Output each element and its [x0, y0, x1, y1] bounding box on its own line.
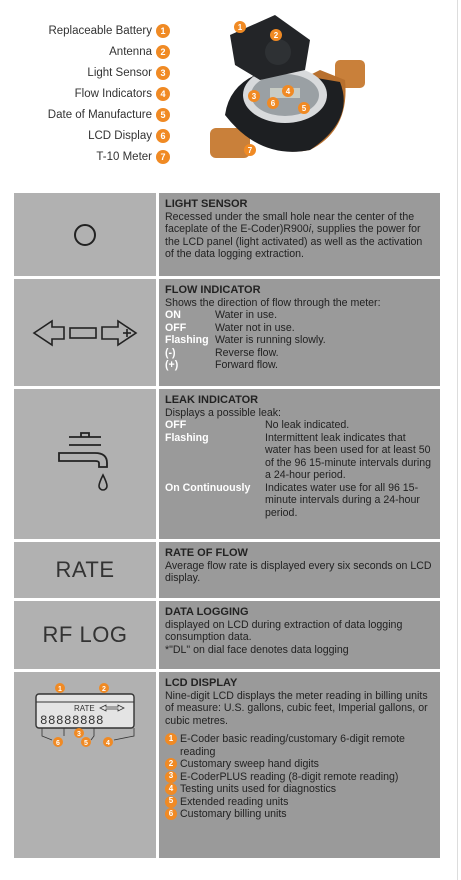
row-lcd-display [14, 672, 440, 858]
legend-label: T-10 Meter [96, 151, 152, 163]
flow-value: Water not in use. [215, 321, 295, 334]
list-item [165, 783, 432, 796]
photo-badge-num: 6 [270, 99, 276, 108]
row-description: Shows the direction of flow through the meter: [165, 296, 381, 309]
item-badge: 3 [165, 771, 177, 783]
flow-value: Water is running slowly. [215, 334, 326, 346]
icon-cell [14, 542, 156, 598]
legend-item [75, 85, 170, 103]
flow-key: ON [165, 309, 181, 321]
flow-item [165, 322, 432, 335]
row-light-sensor [14, 193, 440, 276]
legend-item [48, 106, 170, 124]
row-title: LEAK INDICATOR [165, 394, 259, 406]
legend-label: Flow Indicators [74, 88, 152, 100]
item-text: Extended reading units [180, 795, 289, 808]
text-cell [159, 672, 440, 858]
leak-item [165, 419, 432, 432]
lcd-badge: 2 [102, 686, 106, 693]
icon-cell [14, 601, 156, 669]
item-text: Customary sweep hand digits [180, 758, 319, 770]
icon-cell [14, 193, 156, 276]
item-badge: 4 [165, 783, 177, 795]
legend-badge: 7 [156, 150, 170, 164]
icon-cell [14, 279, 156, 386]
rf-log-label: RF LOG [42, 622, 128, 647]
legend-badge: 2 [156, 45, 170, 59]
row-flow-indicator [14, 279, 440, 386]
flow-key: (-) [165, 346, 176, 359]
meter-antenna-cap [265, 39, 291, 65]
item-badge: 6 [165, 808, 177, 820]
desc-part: Recessed under the small hole near the center of the faceplate of the E-Coder)R900 [165, 210, 415, 235]
list-item [165, 733, 432, 758]
photo-badge-num: 3 [251, 92, 257, 101]
photo-badge-num: 2 [273, 31, 279, 40]
photo-badge-num: 7 [247, 146, 253, 155]
lcd-badge: 6 [56, 740, 60, 747]
list-item [165, 796, 432, 809]
row-rate-of-flow [14, 542, 440, 598]
flow-value: Forward flow. [215, 359, 278, 371]
legend-label: LCD Display [88, 130, 152, 142]
lcd-badge: 1 [58, 686, 62, 693]
lcd-rate-text: RATE [74, 704, 95, 713]
photo-badge-num: 1 [237, 23, 243, 32]
item-badge: 2 [165, 758, 177, 770]
desc-italic: i [308, 223, 312, 235]
legend-badge: 5 [156, 108, 170, 122]
item-badge: 1 [165, 733, 177, 745]
row-description [165, 211, 422, 261]
leak-item [165, 432, 432, 482]
lcd-diagram-icon [30, 680, 140, 750]
flow-value: Reverse flow. [215, 346, 279, 359]
row-data-logging [14, 601, 440, 669]
row-title: DATA LOGGING [165, 606, 249, 618]
photo-badge-num: 5 [301, 104, 307, 113]
flow-item [165, 347, 432, 360]
leak-item [165, 482, 432, 520]
leak-value: Indicates water use for all 96 15-minute intervals during a 24-hour period. [265, 481, 420, 519]
lcd-badge: 4 [106, 740, 110, 747]
legend-label: Antenna [109, 46, 152, 58]
icon-cell [14, 672, 156, 858]
legend-item [109, 43, 170, 61]
flow-key: (+) [165, 359, 179, 371]
lcd-badge: 3 [77, 731, 81, 738]
photo-badge-num: 4 [285, 87, 291, 96]
rate-label: RATE [55, 557, 115, 582]
legend-badge: 4 [156, 87, 170, 101]
water-meter-illustration [200, 10, 380, 180]
item-text: E-CoderPLUS reading (8-digit remote reading) [180, 770, 399, 783]
lcd-digits: 88888888 [40, 714, 105, 728]
row-description: displayed on LCD during extraction of data logging consumption data. [165, 618, 403, 643]
flow-item [165, 309, 432, 322]
item-badge: 5 [165, 796, 177, 808]
row-description: Nine-digit LCD displays the meter reading in billing units of measure: U.S. gallons, cubic feet, Imperial gallons, or cubic metres. [165, 689, 428, 727]
lcd-legend-list [165, 733, 432, 821]
flow-key: Flashing [165, 334, 209, 346]
leak-key: On Continuously [165, 481, 251, 494]
row-leak-indicator [14, 389, 440, 539]
list-item [165, 771, 432, 784]
list-item [165, 758, 432, 771]
page-edge-rule [457, 0, 458, 880]
lcd-badge: 5 [84, 740, 88, 747]
desc-part: , supplies the power for the LCD panel (light activated) as well as the activation of the data logging extraction. [165, 223, 423, 260]
leak-key: OFF [165, 419, 187, 431]
legend-badge: 6 [156, 129, 170, 143]
item-text: Testing units used for diagnostics [180, 783, 337, 795]
legend-badge: 1 [156, 24, 170, 38]
row-title: LCD DISPLAY [165, 677, 238, 689]
row-title: LIGHT SENSOR [165, 198, 248, 210]
legend-item [88, 127, 170, 145]
flow-key: OFF [165, 321, 187, 334]
flow-value: Water in use. [215, 309, 278, 321]
list-item [165, 808, 432, 821]
icon-cell [14, 389, 156, 539]
leak-value: No leak indicated. [265, 419, 350, 431]
leak-value: Intermittent leak indicates that water has been used for at least 50 of the 96 15-minute intervals during a 24-hour period. [265, 431, 432, 481]
row-title: FLOW INDICATOR [165, 284, 261, 296]
row-description: Displays a possible leak: [165, 406, 281, 419]
row-footnote: *"DL" on dial face denotes data logging [165, 643, 349, 656]
flow-item [165, 359, 432, 372]
row-description: Average flow rate is displayed every six seconds on LCD display. [165, 559, 432, 584]
text-cell [159, 389, 440, 539]
flow-item [165, 334, 432, 347]
legend-item [48, 22, 170, 40]
item-text: E-Coder basic reading/customary 6-digit remote reading [180, 733, 405, 758]
text-cell [159, 279, 440, 386]
faucet-drip-icon [55, 429, 115, 499]
item-text: Customary billing units [180, 808, 287, 820]
flow-arrows-icon [30, 316, 140, 350]
legend-label: Replaceable Battery [48, 25, 152, 37]
leak-key: Flashing [165, 431, 209, 444]
legend-item [87, 64, 170, 82]
legend-badge: 3 [156, 66, 170, 80]
legend-label: Date of Manufacture [47, 109, 152, 121]
row-title: RATE OF FLOW [165, 547, 248, 559]
text-cell [159, 601, 440, 669]
text-cell [159, 542, 440, 598]
legend-label: Light Sensor [87, 67, 152, 79]
legend-item [96, 148, 170, 166]
light-sensor-icon [70, 220, 100, 250]
text-cell [159, 193, 440, 276]
